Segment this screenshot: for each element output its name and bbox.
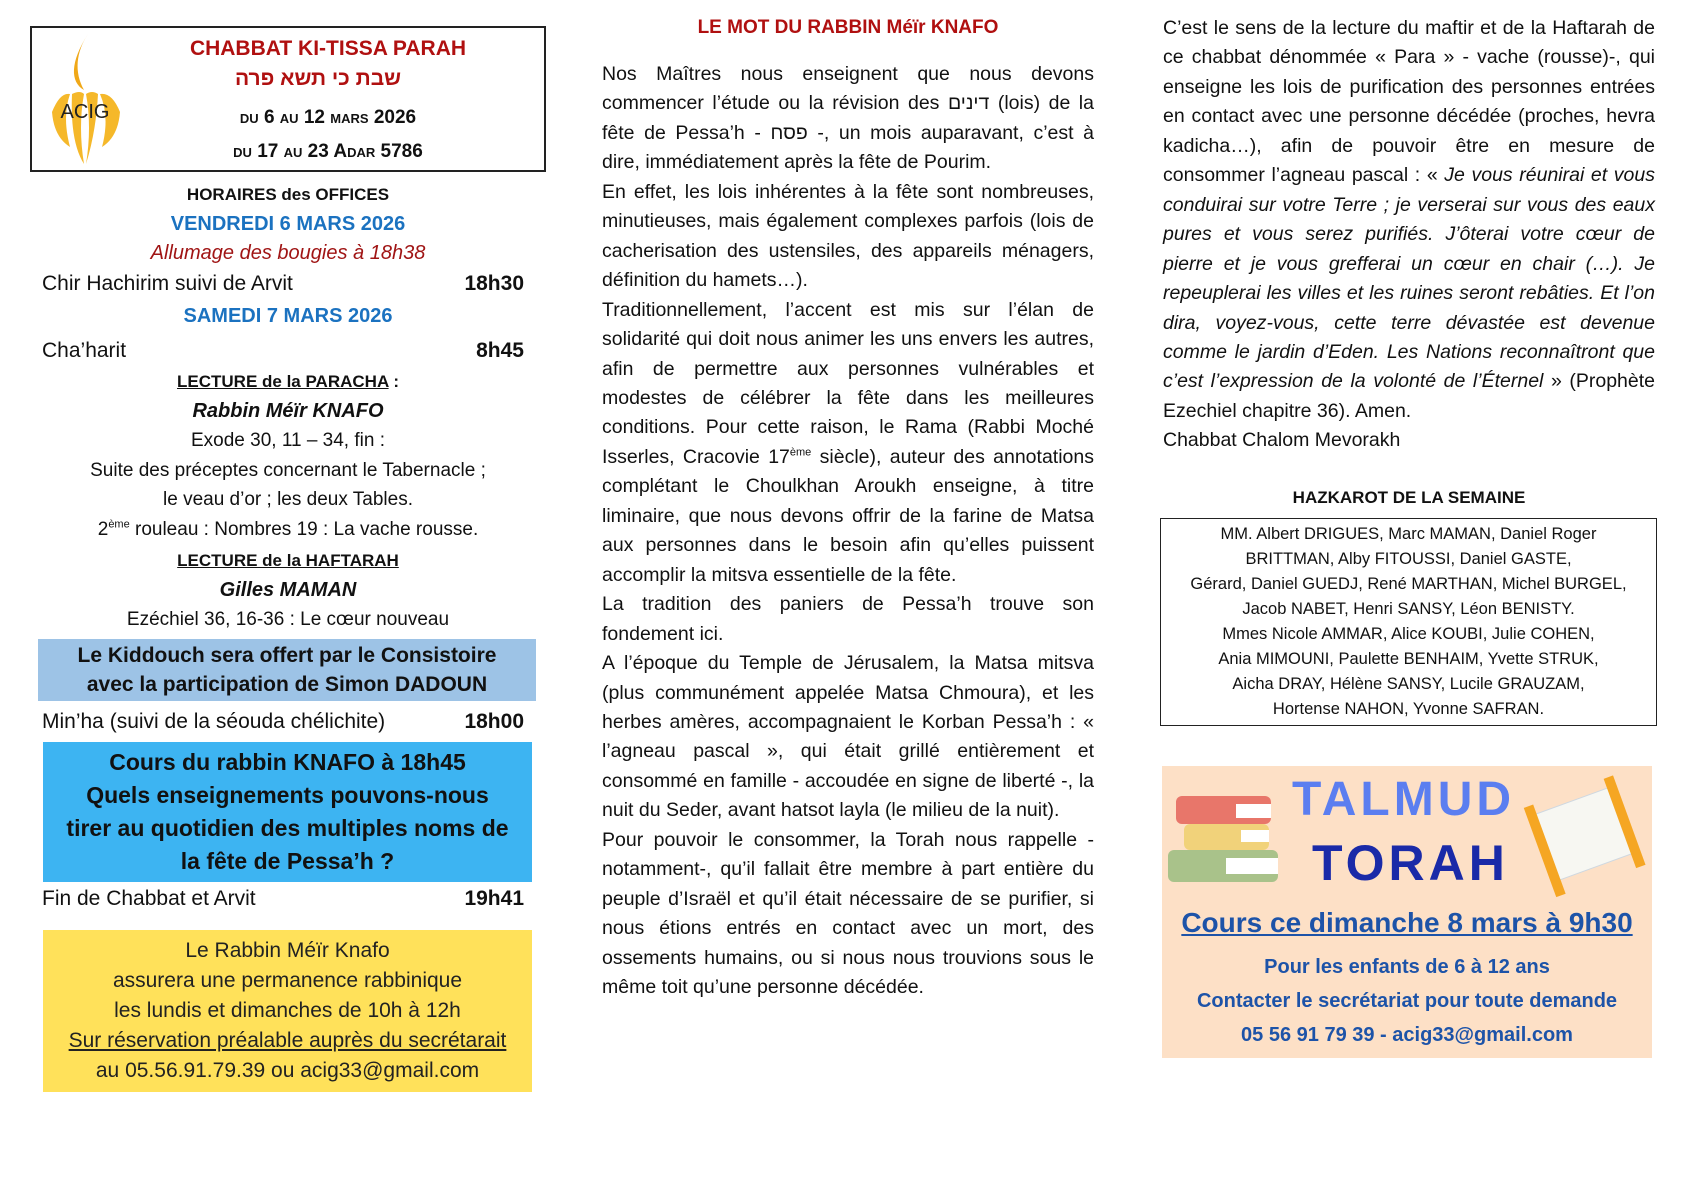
row-time: 8h45: [476, 338, 524, 362]
hazkarot-line: MM. Albert DRIGUES, Marc MAMAN, Daniel Roger: [1220, 524, 1597, 543]
hazkarot-line: Jacob NABET, Henri SANSY, Léon BENISTY.: [1242, 599, 1575, 618]
cours-line: tirer au quotidien des multiples noms de: [66, 815, 509, 841]
hazkarot-line: BRITTMAN, Alby FITOUSSI, Daniel GASTE,: [1245, 549, 1572, 568]
article-paragraph: La tradition des paniers de Pessa’h trouve son fondement ici.: [602, 593, 1094, 645]
paracha-line: le veau d’or ; les deux Tables.: [163, 489, 413, 510]
header-hebrew-title: שבת כי תשא פרה: [234, 67, 402, 90]
row-time: 18h30: [464, 271, 524, 295]
second-scroll: [30, 515, 546, 545]
hazkarot-line: Mmes Nicole AMMAR, Alice KOUBI, Julie COHEN,: [1222, 624, 1595, 643]
text: Traditionnellement, l’accent est mis sur l’élan de solidarité qui doit nous animer les uns envers les autres, afin de permettre aux personnes vulnérables et modestes de célébrer la fête dans les meilleures conditions. Pour cette raison, le Rama (Rabbi Moché Isserles, Cracovie 17: [602, 298, 1094, 468]
cours-banner: [43, 742, 532, 882]
torah-scroll-icon: [1522, 774, 1647, 899]
schedule: [30, 180, 546, 1092]
article-paragraph: Pour pouvoir le consommer, la Torah nous rappelle - notamment-, qu’il fallait être membre à part entière du peuple d’Israël et qu’il était nécessaire de se purifier, si nous étions entrés en contact avec un mort, des ossements humains, ou si nous nous trouvions sous le même toit qu’une personne décédée.: [602, 828, 1094, 999]
schedule-title: HORAIRES des OFFICES: [186, 185, 390, 204]
hazkarot-line: Ania MIMOUNI, Paulette BENHAIM, Yvette STRUK,: [1218, 649, 1599, 668]
haftarah-text: Ezéchiel 36, 16-36 : Le cœur nouveau: [126, 609, 450, 630]
ordinal-sup: ème: [108, 518, 130, 531]
permanence-line: assurera une permanence rabbinique: [112, 968, 463, 992]
paracha-line: Suite des préceptes concernant le Tabernacle ;: [90, 459, 486, 481]
permanence-line: les lundis et dimanches de 10h à 12h: [114, 998, 461, 1022]
text: C’est le sens de la lecture du maftir et de la Haftarah de ce chabbat dénommée « Para » - vache (rousse)-, qui enseigne les lois de purification des personnes entrées en contact avec une personne décédée (proches, hevra kadicha…), afin de pouvoir être en mesure de consommer l’agneau pascal : «: [1163, 17, 1655, 187]
kiddouch-banner: [38, 639, 536, 701]
books-icon: [1166, 792, 1286, 892]
paracha-reader: Rabbin Méïr KNAFO: [192, 399, 384, 422]
talmud-contact-info: 05 56 91 79 39 - acig33@gmail.com: [1241, 1023, 1573, 1046]
haftarah-title: LECTURE de la HAFTARAH: [177, 551, 399, 570]
cours-line: Cours du rabbin KNAFO à 18h45: [109, 749, 466, 775]
article-continuation: [1163, 14, 1655, 456]
paracha-line: Exode 30, 11 – 34, fin :: [190, 430, 385, 451]
kiddouch-line: Le Kiddouch sera offert par le Consistoire: [77, 643, 497, 667]
svg-text:ACIG: ACIG: [60, 101, 110, 123]
talmud-title: TALMUD: [1292, 772, 1516, 826]
acig-flame-logo: [40, 32, 130, 168]
permanence-contact: au 05.56.91.79.39 ou acig33@gmail.com: [95, 1058, 480, 1082]
permanence-line: Le Rabbin Méïr Knafo: [185, 938, 390, 962]
paracha-title: LECTURE de la PARACHA: [177, 372, 389, 391]
header-dates-hebrew: du 17 au 23 Adar 5786: [233, 141, 423, 162]
article-paragraph: [1163, 14, 1655, 426]
text: siècle), auteur des annotations complétant le Choulkhan Aroukh enseigne, à titre liminaire, que nous devons offrir de la farine de Matsa aux personnes dans le besoin afin qu’elles puissent accomplir la mitsva essentielle de la fête.: [602, 445, 1094, 586]
hazkarot-line: Aicha DRAY, Hélène SANSY, Lucile GRAUZAM,: [1232, 674, 1585, 693]
article-body: [602, 60, 1094, 1003]
row-label: Cha’harit: [42, 338, 127, 362]
schedule-row-chaharit: [30, 336, 546, 366]
talmud-contact-note: Contacter le secrétariat pour toute demande: [1196, 989, 1618, 1012]
article-paragraph: [602, 296, 1094, 591]
quote: Je vous réunirai et vous conduirai sur votre Terre ; je verserai sur vous des eaux pures et vous serez purifiés. J’ôterai votre cœur de pierre et je vous grefferai un cœur en chair (…). Je repeuplerai les villes et les ruines seront rebâties. Et l’on dira, voyez-vous, cette terre dévastée est devenue comme le jardin d’Eden. Les Nations reconnaîtront que c’est l’expression de la volonté de l’Éternel: [1163, 164, 1655, 393]
cours-line: Quels enseignements pouvons-nous: [86, 782, 489, 808]
saturday-heading: SAMEDI 7 MARS 2026: [183, 305, 393, 327]
row-time: 19h41: [464, 887, 524, 910]
row-time: 18h00: [464, 709, 524, 733]
hazkarot-line: Hortense NAHON, Yvonne SAFRAN.: [1272, 699, 1545, 718]
article-paragraph: Nos Maîtres nous enseignent que nous devons commencer l’étude ou la révision des דינים (lois) de la fête de Pessa’h - פסח -, un mois auparavant, c’est à dire, immédiatement après la fête de Pourim.: [602, 63, 1094, 174]
closing: Chabbat Chalom Mevorakh: [1163, 429, 1401, 452]
row-label: Min’ha (suivi de la séouda chélichite): [42, 709, 386, 733]
kiddouch-line: avec la participation de Simon DADOUN: [86, 672, 488, 696]
hazkarot-line: Gérard, Daniel GUEDJ, René MARTHAN, Michel BURGEL,: [1190, 574, 1627, 593]
article-paragraph: En effet, les lois inhérentes à la fête sont nombreuses, minutieuses, mais également complexes parfois (lois de cacherisation des ustensiles, des appareils ménagers, définition du hamets…).: [602, 180, 1094, 292]
talmud-course-date: Cours ce dimanche 8 mars à 9h30: [1181, 906, 1633, 938]
torah-title: TORAH: [1312, 834, 1509, 891]
permanence-reservation-link[interactable]: Sur réservation préalable auprès du secrétarait: [68, 1028, 507, 1052]
row-label: Chir Hachirim suivi de Arvit: [42, 271, 293, 295]
hazkarot-title: HAZKAROT DE LA SEMAINE: [1292, 487, 1526, 507]
ordinal-sup: ème: [789, 446, 812, 459]
article-paragraph: A l’époque du Temple de Jérusalem, la Matsa mitsva (plus communément appelée Matsa Chmoura), et les herbes amères, accompagnaient le Korban Pessa’h : « l’agneau pascal », qui était grillé entièrement et consommé en famille - accoudée en signe de liberté -, la nuit du Seder, avant hatsot layla (le milieu de la nuit).: [602, 652, 1094, 822]
schedule-row-chir: [30, 269, 546, 299]
text: » (Prophète Ezechiel chapitre 36). Amen.: [1163, 370, 1655, 422]
article-title: LE MOT DU RABBIN Méïr KNAFO: [697, 17, 999, 38]
hazkarot-box: [1160, 518, 1657, 726]
haftarah-reader: Gilles MAMAN: [219, 578, 357, 601]
schedule-row-fin: [30, 884, 546, 914]
second-scroll-text: rouleau : Nombres 19 : La vache rousse.: [129, 518, 479, 540]
talmud-ages: Pour les enfants de 6 à 12 ans: [1264, 955, 1550, 978]
friday-heading: VENDREDI 6 MARS 2026: [170, 212, 406, 235]
ordinal: 2: [97, 518, 109, 540]
header-title: CHABBAT KI-TISSA PARAH: [189, 37, 467, 60]
talmud-torah-flyer: [1162, 766, 1652, 1058]
row-label: Fin de Chabbat et Arvit: [42, 887, 256, 910]
cours-line: la fête de Pessa’h ?: [180, 848, 395, 874]
schedule-row-minha: [30, 707, 546, 737]
header-dates-civil: du 6 au 12 mars 2026: [239, 107, 417, 128]
candle-lighting: Allumage des bougies à 18h38: [150, 242, 426, 264]
paracha-colon: :: [388, 372, 399, 391]
permanence-box: [43, 930, 532, 1092]
header-box: [30, 26, 546, 172]
